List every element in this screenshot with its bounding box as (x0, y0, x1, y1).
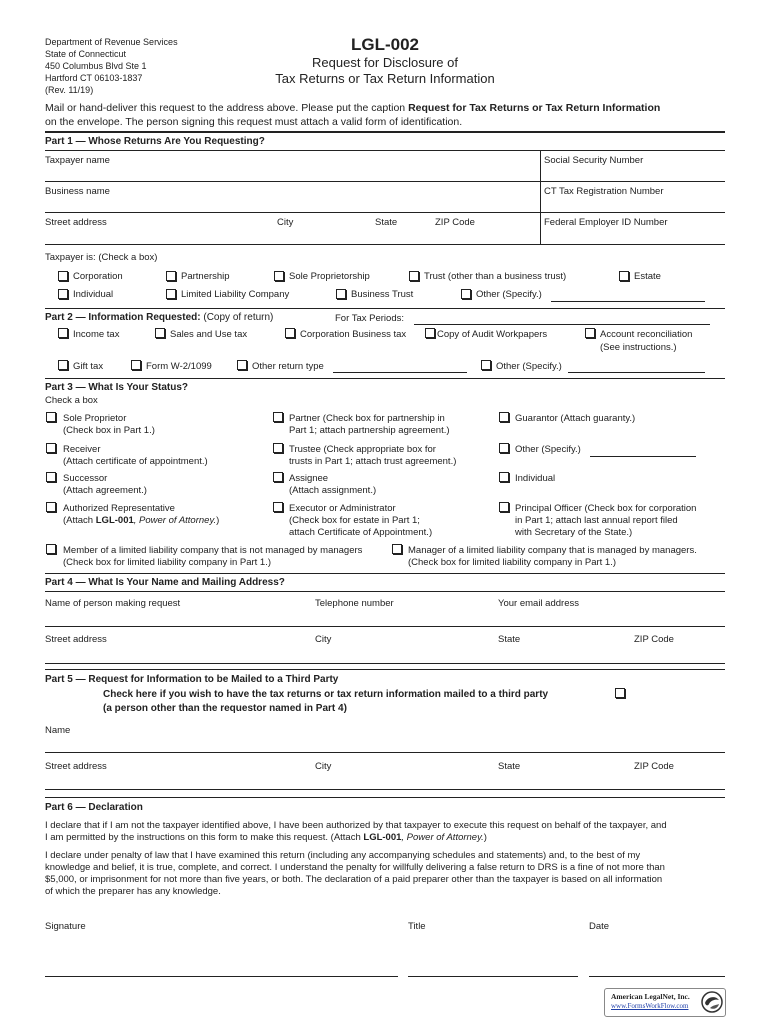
business-name-label: Business name (45, 186, 110, 197)
part6-title: Part 6 — Declaration (45, 802, 143, 813)
footer-brand: American LegalNet, Inc. (611, 992, 690, 1001)
successor-label: Successor (Attach agreement.) (63, 473, 147, 496)
third-party-street-field[interactable] (45, 789, 725, 790)
fein-label: Federal Employer ID Number (544, 217, 668, 228)
other-type-label: Other (Specify.) (476, 289, 542, 300)
agency-line: (Rev. 11/19) (45, 85, 94, 95)
agency-line: State of Connecticut (45, 49, 127, 59)
divider (45, 131, 725, 133)
guarantor-checkbox[interactable] (499, 412, 509, 422)
intro-line2: on the envelope. The person signing this request must attach a valid form of identification. (45, 116, 463, 128)
divider (45, 797, 725, 798)
executor-label: Executor or Administrator (Check box for estate in Part 1; attach Certificate of Appointment.) (289, 503, 433, 538)
requester-name-label: Name of person making request (45, 598, 181, 609)
email-label: Your email address (498, 598, 579, 609)
street-label: Street address (45, 634, 107, 645)
state-label: State (498, 761, 521, 772)
account-reconciliation-note: (See instructions.) (600, 342, 677, 353)
other-return-label: Other return type (252, 361, 324, 372)
llc-member-checkbox[interactable] (46, 544, 56, 554)
other-info-label: Other (Specify.) (496, 361, 562, 372)
audit-workpapers-label: Copy of Audit Workpapers (437, 329, 548, 340)
title-field[interactable] (408, 976, 578, 977)
requester-name-field[interactable] (45, 626, 725, 627)
divider (45, 308, 725, 309)
divider (45, 573, 725, 574)
part5-title: Part 5 — Request for Information to be Mailed to a Third Party (45, 674, 339, 685)
date-field[interactable] (589, 976, 725, 977)
city-label: City (315, 634, 332, 645)
ssn-label: Social Security Number (544, 155, 644, 166)
city-label: City (277, 217, 294, 228)
taxpayer-name-field[interactable] (45, 181, 725, 182)
part3-title: Part 3 — What Is Your Status? (45, 382, 188, 393)
successor-checkbox[interactable] (46, 472, 56, 482)
sole-proprietor-label: Sole Proprietor (Check box in Part 1.) (63, 413, 155, 436)
estate-label: Estate (634, 271, 661, 282)
other-type-field[interactable] (551, 301, 705, 302)
individual-status-checkbox[interactable] (499, 472, 509, 482)
corporation-label: Corporation (73, 271, 123, 282)
partnership-checkbox[interactable] (166, 271, 176, 281)
telephone-label: Telephone number (315, 598, 394, 609)
account-reconciliation-checkbox[interactable] (585, 328, 595, 338)
date-label: Date (589, 921, 610, 932)
individual-label: Individual (73, 289, 114, 300)
partner-label: Partner (Check box for partnership in Part 1; attach partnership agreement.) (289, 413, 450, 436)
gift-tax-label: Gift tax (73, 361, 104, 372)
agency-line: Hartford CT 06103-1837 (45, 73, 143, 83)
requester-street-field[interactable] (45, 663, 725, 664)
llc-manager-label: Manager of a limited liability company that is managed by managers. (Check box for limited liability company in Part 1.) (408, 545, 697, 568)
divider (45, 591, 725, 592)
llc-checkbox[interactable] (166, 289, 176, 299)
guarantor-label: Guarantor (Attach guaranty.) (515, 413, 636, 424)
form-id: LGL-002 (350, 35, 420, 54)
street-field[interactable] (45, 244, 725, 245)
w2-1099-label: Form W-2/1099 (146, 361, 212, 372)
authorized-rep-label: Authorized Representative (Attach LGL-001, Power of Attorney.) (63, 503, 220, 526)
third-party-name-label: Name (45, 725, 71, 736)
zip-label: ZIP Code (634, 761, 674, 772)
corporation-checkbox[interactable] (58, 271, 68, 281)
authorized-rep-checkbox[interactable] (46, 502, 56, 512)
llc-manager-checkbox[interactable] (392, 544, 402, 554)
intro-line1: Mail or hand-deliver this request to the address above. Please put the caption Request for Tax Returns or Tax Return Information (45, 102, 661, 114)
trust-label: Trust (other than a business trust) (424, 271, 567, 282)
sole-proprietorship-checkbox[interactable] (274, 271, 284, 281)
state-label: State (375, 217, 398, 228)
receiver-label: Receiver (Attach certificate of appointment.) (63, 444, 208, 467)
corp-business-tax-checkbox[interactable] (285, 328, 295, 338)
partnership-label: Partnership (181, 271, 230, 282)
taxpayer-is-label: Taxpayer is: (Check a box) (45, 252, 158, 263)
receiver-checkbox[interactable] (46, 443, 56, 453)
signature-label: Signature (45, 921, 86, 932)
globe-icon (701, 991, 723, 1013)
corp-business-tax-label: Corporation Business tax (300, 329, 407, 340)
assignee-label: Assignee (Attach assignment.) (289, 473, 377, 496)
llc-member-label: Member of a limited liability company that is not managed by managers (Check box for limited liability company in Part 1.) (63, 545, 363, 568)
tax-periods-label: For Tax Periods: (335, 313, 404, 324)
sales-use-tax-checkbox[interactable] (155, 328, 165, 338)
ct-reg-label: CT Tax Registration Number (544, 186, 664, 197)
other-info-field[interactable] (568, 372, 705, 373)
city-label: City (315, 761, 332, 772)
income-tax-checkbox[interactable] (58, 328, 68, 338)
divider (45, 150, 725, 151)
third-party-checkbox[interactable] (615, 688, 625, 698)
sales-use-tax-label: Sales and Use tax (170, 329, 248, 340)
assignee-checkbox[interactable] (273, 472, 283, 482)
trustee-checkbox[interactable] (273, 443, 283, 453)
agency-line: 450 Columbus Blvd Ste 1 (45, 61, 147, 71)
income-tax-label: Income tax (73, 329, 120, 340)
other-type-checkbox[interactable] (461, 289, 471, 299)
business-trust-label: Business Trust (351, 289, 414, 300)
part1-title: Part 1 — Whose Returns Are You Requesting? (45, 136, 265, 147)
part2-title: Part 2 — Information Requested: (Copy of return) (45, 312, 274, 323)
footer-url[interactable]: www.FormsWorkFlow.com (611, 1002, 689, 1010)
gift-tax-checkbox[interactable] (58, 360, 68, 370)
trustee-label: Trustee (Check appropriate box for trusts in Part 1; attach trust agreement.) (289, 444, 457, 467)
declaration-p1: I declare that if I am not the taxpayer identified above, I have been authorized by that taxpayer to execute this request on behalf of the taxpayer, and I am permitted by the instructions on this form to make this request. (Attach LGL-001, Power of Attorney.) (45, 820, 667, 843)
form-title-line2: Tax Returns or Tax Return Information (275, 71, 495, 86)
partner-checkbox[interactable] (273, 412, 283, 422)
audit-workpapers-checkbox[interactable] (425, 328, 435, 338)
other-status-label: Other (Specify.) (515, 444, 581, 455)
other-info-checkbox[interactable] (481, 360, 491, 370)
street-label: Street address (45, 761, 107, 772)
divider (45, 669, 725, 670)
tax-periods-field[interactable] (414, 324, 710, 325)
taxpayer-name-label: Taxpayer name (45, 155, 110, 166)
third-party-name-field[interactable] (45, 752, 725, 753)
zip-label: ZIP Code (435, 217, 475, 228)
business-name-field[interactable] (45, 212, 725, 213)
third-party-line2: (a person other than the requestor named in Part 4) (103, 703, 347, 714)
account-reconciliation-label: Account reconciliation (600, 329, 693, 340)
individual-checkbox[interactable] (58, 289, 68, 299)
state-label: State (498, 634, 521, 645)
business-trust-checkbox[interactable] (336, 289, 346, 299)
third-party-line1: Check here if you wish to have the tax returns or tax return information mailed to a third party (103, 689, 549, 700)
signature-field[interactable] (45, 976, 398, 977)
w2-1099-checkbox[interactable] (131, 360, 141, 370)
part4-title: Part 4 — What Is Your Name and Mailing Address? (45, 577, 285, 588)
agency-line: Department of Revenue Services (45, 37, 178, 47)
sole-proprietorship-label: Sole Proprietorship (289, 271, 370, 282)
llc-label: Limited Liability Company (181, 289, 290, 300)
declaration-p2: I declare under penalty of law that I have examined this return (including any accompanying schedules and statements) and, to the best of my knowledge and belief, it is true, complete, and correct. I understand the penalty for willfully delivering a false return to DRS is a fine of not more than $5,000, or imprisonment for not more than five years, or both. The declaration of a paid preparer other than the taxpayer is based on all information of which the preparer has any knowledge. (45, 850, 665, 897)
other-status-checkbox[interactable] (499, 443, 509, 453)
divider (45, 378, 725, 379)
estate-checkbox[interactable] (619, 271, 629, 281)
sole-proprietor-checkbox[interactable] (46, 412, 56, 422)
divider (540, 150, 541, 244)
principal-officer-label: Principal Officer (Check box for corporation in Part 1; attach last annual report filed with Secretary of the State.) (515, 503, 697, 538)
other-status-field[interactable] (590, 456, 696, 457)
individual-status-label: Individual (515, 473, 556, 484)
zip-label: ZIP Code (634, 634, 674, 645)
other-return-checkbox[interactable] (237, 360, 247, 370)
title-label: Title (408, 921, 426, 932)
trust-checkbox[interactable] (409, 271, 419, 281)
principal-officer-checkbox[interactable] (499, 502, 509, 512)
other-return-field[interactable] (333, 372, 467, 373)
form-title-line1: Request for Disclosure of (312, 55, 458, 70)
executor-checkbox[interactable] (273, 502, 283, 512)
street-label: Street address (45, 217, 107, 228)
footer-logo (604, 988, 726, 1017)
check-a-box-label: Check a box (45, 395, 98, 406)
